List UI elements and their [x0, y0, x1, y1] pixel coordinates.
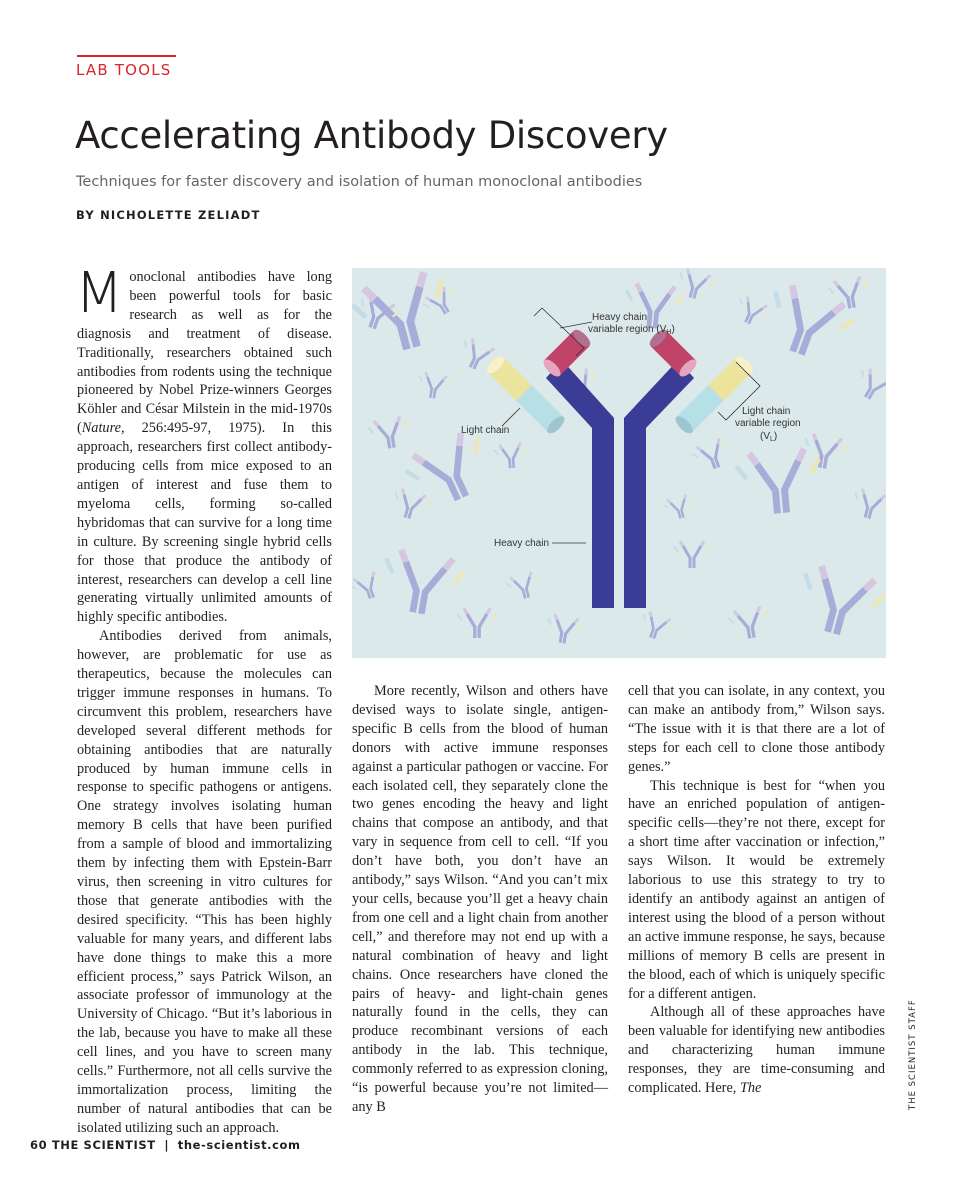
article-subtitle: Techniques for faster discovery and isolation of human monoclonal antibodies [76, 174, 643, 190]
paragraph: This technique is best for “when you have an enriched population of antigen-specific cells—they’re not there, except for a short time after vaccination or infection,” says Wilson. It would be extremely laborious to use this strategy to try to identify an antibody against an antigen of interest using the blood of a person without an active immune response, he says, because millions of memory B cells are present in the blood, each of which is uniquely specific for a different antigen. [628, 777, 885, 1002]
label-heavy-variable: Heavy chain [592, 312, 648, 323]
journal-name: Nature [81, 420, 121, 437]
body-column-2 [352, 682, 608, 1117]
label-heavy-chain: Heavy chain [494, 538, 550, 549]
footer-separator: | [164, 1138, 170, 1152]
body-column-1 [75, 261, 332, 1138]
label-heavy-variable-2: variable region $(V_H)$ [588, 324, 675, 336]
page-number: 60 [30, 1138, 48, 1152]
magazine-name: THE SCIENTIST [51, 1138, 156, 1152]
antibody-diagram [352, 268, 886, 658]
section-label: LAB TOOLS [76, 61, 172, 79]
photo-credit: THE SCIENTIST STAFF [908, 999, 918, 1110]
paragraph-italic: The [739, 1080, 762, 1097]
paragraph [628, 1003, 885, 1098]
section-rule [77, 55, 176, 57]
drop-cap: M [75, 261, 124, 326]
article-title: Accelerating Antibody Discovery [75, 114, 668, 157]
paragraph: cell that you can isolate, in any context, you can make an antibody from,” Wilson says. “The issue with it is that there are a lot of steps for each cell to clone those antibody genes.” [628, 683, 885, 775]
paragraph [75, 261, 332, 627]
label-light-chain: Light chain [461, 425, 510, 436]
paragraph: Antibodies derived from animals, however, are problematic for use as therapeutics, because the molecules can trigger immune responses in humans. To circumvent this problem, researchers have developed several different methods for obtaining antibodies that are naturally produced by human immune cells in response to specific pathogens or antigens. One strategy involves isolating human memory B cells that have been purified from a sample of blood and immortalizing them by infecting them with Epstein-Barr virus, then screening in vitro cultures for those that generate antibodies with the desired specificity. “This has been highly valuable for many years, and different labs have done things to make this a more efficient process,” says Patrick Wilson, an associate professor of immunology at the University of Chicago. “But it’s laborious in the lab, because you have to make all these cell lines, and you have to screen many cells.” Furthermore, not all cells survive the immortalization process, limiting the number of natural antibodies that can be isolated utilizing such an approach. [77, 628, 332, 1136]
paragraph: More recently, Wilson and others have devised ways to isolate single, antigen-specific B cells from the blood of human donors with active immune responses against a particular pathogen or vaccine. For each isolated cell, they separately clone the two genes encoding the heavy and light chains that compose an antibody, and that vary in sequence from cell to cell. “If you don’t have both, you don’t have an antibody,” says Wilson. “And you can’t mix your cells, because you’ll get a heavy chain from one cell and a light chain from another cell,” and therefore may not end up with a natural combination of heavy and light chains. Once researchers have cloned the pairs of heavy- and light-chain genes naturally found in the cells, they can produce recombinant versions of each antibody in the lab. This technique, commonly referred to as expression cloning, “is powerful because you’re not limited—any B [352, 683, 608, 1115]
label-light-variable: Light chain [742, 406, 791, 417]
paragraph-text: Although all of these approaches have been valuable for identifying new antibodies and characterizing human immune responses, they are time-consuming and complicated. Here, [628, 1004, 885, 1097]
paragraph-text: onoclonal antibodies have long been powerful tools for basic research as well as for the diagnosis and treatment of disease. Traditionally, researchers obtained such antibodies from rodents using the technique pioneered by Nobel Prize-winners Georges Köhler and César Milstein in the mid-1970s ( [77, 269, 332, 437]
byline: BY NICHOLETTE ZELIADT [76, 208, 261, 222]
label-light-variable-2: variable region [735, 418, 801, 429]
label-light-variable-3: $(V_L)$ [760, 431, 778, 443]
page-footer [30, 1138, 301, 1152]
antibody-figure [352, 268, 886, 658]
paragraph-text: , 256:495-97, 1975). In this approach, researchers first collect antibody-producing cells from mice exposed to an antigen of interest and fuse them to myeloma cells, forming so-called hybridomas that can survive for a long time in culture. By screening single hybrid cells for those that produce the antibody of interest, researchers can develop a cell line generating virtually unlimited amounts of highly specific antibodies. [77, 420, 332, 626]
body-column-3 [628, 682, 885, 1098]
website-url: the-scientist.com [177, 1138, 301, 1152]
